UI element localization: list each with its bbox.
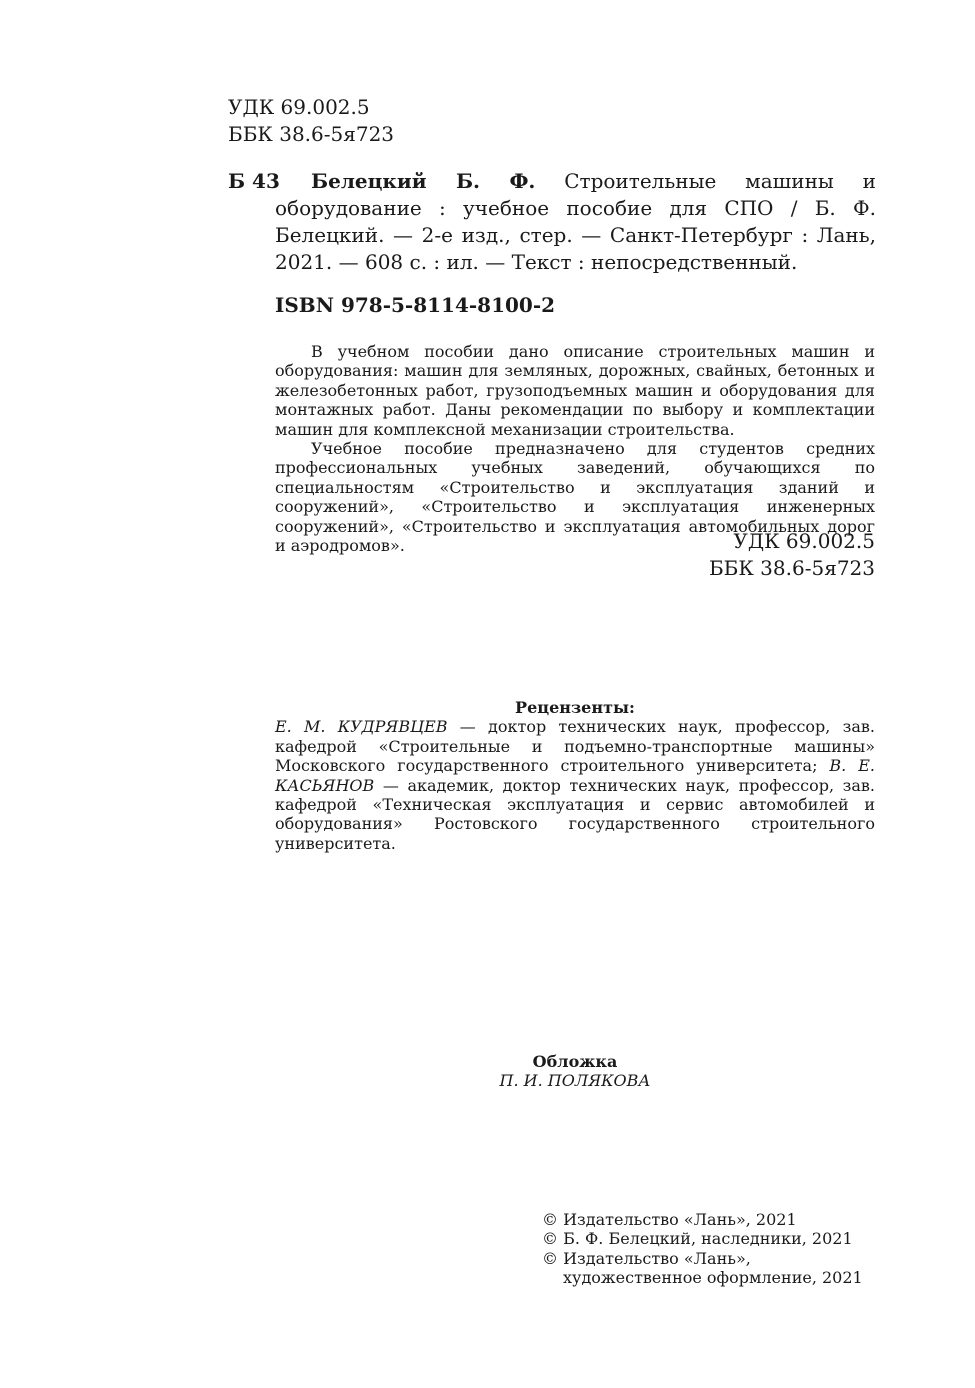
author-name: Белецкий Б. Ф. bbox=[311, 169, 536, 193]
reviewer-description: — доктор технических наук, профессор, зав. кафедрой «Строительные и подъемно-транспортные машины» Московского государственного строительного университета; bbox=[275, 717, 875, 776]
reviewers bbox=[275, 698, 875, 853]
classification-bottom bbox=[575, 528, 875, 582]
reviewers-heading: Рецензенты: bbox=[515, 698, 635, 717]
author-mark: Б 43 bbox=[228, 169, 280, 193]
cover-designer: П. И. ПОЛЯКОВА bbox=[499, 1071, 651, 1091]
copyright-line: © Издательство «Лань», bbox=[542, 1248, 751, 1268]
copyright-line: © Б. Ф. Белецкий, наследники, 2021 bbox=[542, 1229, 853, 1249]
cover-heading: Обложка bbox=[532, 1052, 618, 1071]
abstract-paragraph: В учебном пособии дано описание строительных машин и оборудования: машин для земляных, дорожных, свайных, бетонных и железобетонных работ, грузоподъемных машин и оборудования для монтажных работ. Даны рекомендации по выбору и комплектации машин для комплексной механизации строительства. bbox=[275, 342, 875, 439]
catalog-entry bbox=[228, 168, 876, 276]
udk-code: УДК 69.002.5 bbox=[733, 529, 875, 553]
udk-code: УДК 69.002.5 bbox=[228, 95, 370, 119]
bbk-code: ББК 38.6-5я723 bbox=[228, 122, 395, 146]
bbk-code: ББК 38.6-5я723 bbox=[708, 556, 875, 580]
reviewer-name: Е. М. КУДРЯВЦЕВ bbox=[275, 717, 448, 737]
cover-credit bbox=[275, 1052, 875, 1091]
copyright-notice bbox=[542, 1210, 863, 1288]
reviewers-text bbox=[275, 717, 875, 853]
copyright-line: © Издательство «Лань», 2021 bbox=[542, 1210, 797, 1229]
reviewer-name: В. Е. КАСЬЯНОВ bbox=[275, 756, 875, 795]
abstract bbox=[275, 342, 875, 555]
copyright-line: художественное оформление, 2021 bbox=[563, 1268, 863, 1288]
bibliographic-description bbox=[275, 168, 876, 276]
abstract-paragraph: Учебное пособие предназначено для студентов средних профессиональных учебных заведений, обучающихся по специальностям «Строительство и эксплуатация зданий и сооружений», «Строительство и эксплуатация инженерных сооружений», «Строительство и эксплуатация автомобильных дорог и аэродромов». bbox=[275, 439, 875, 556]
classification-top bbox=[228, 94, 394, 148]
description-text: Строительные машины и оборудование : учебное пособие для СПО / Б. Ф. Белецкий. — 2-е изд., стер. — Санкт-Петербург : Лань, 2021. — 608 с. : ил. — Текст : непосредственный. bbox=[275, 169, 876, 274]
isbn: ISBN 978-5-8114-8100-2 bbox=[275, 293, 556, 317]
reviewer-description: — академик, доктор технических наук, профессор, зав. кафедрой «Техническая эксплуатация и сервис автомобилей и оборудования» Ростовского государственного строительного университета. bbox=[275, 775, 875, 853]
